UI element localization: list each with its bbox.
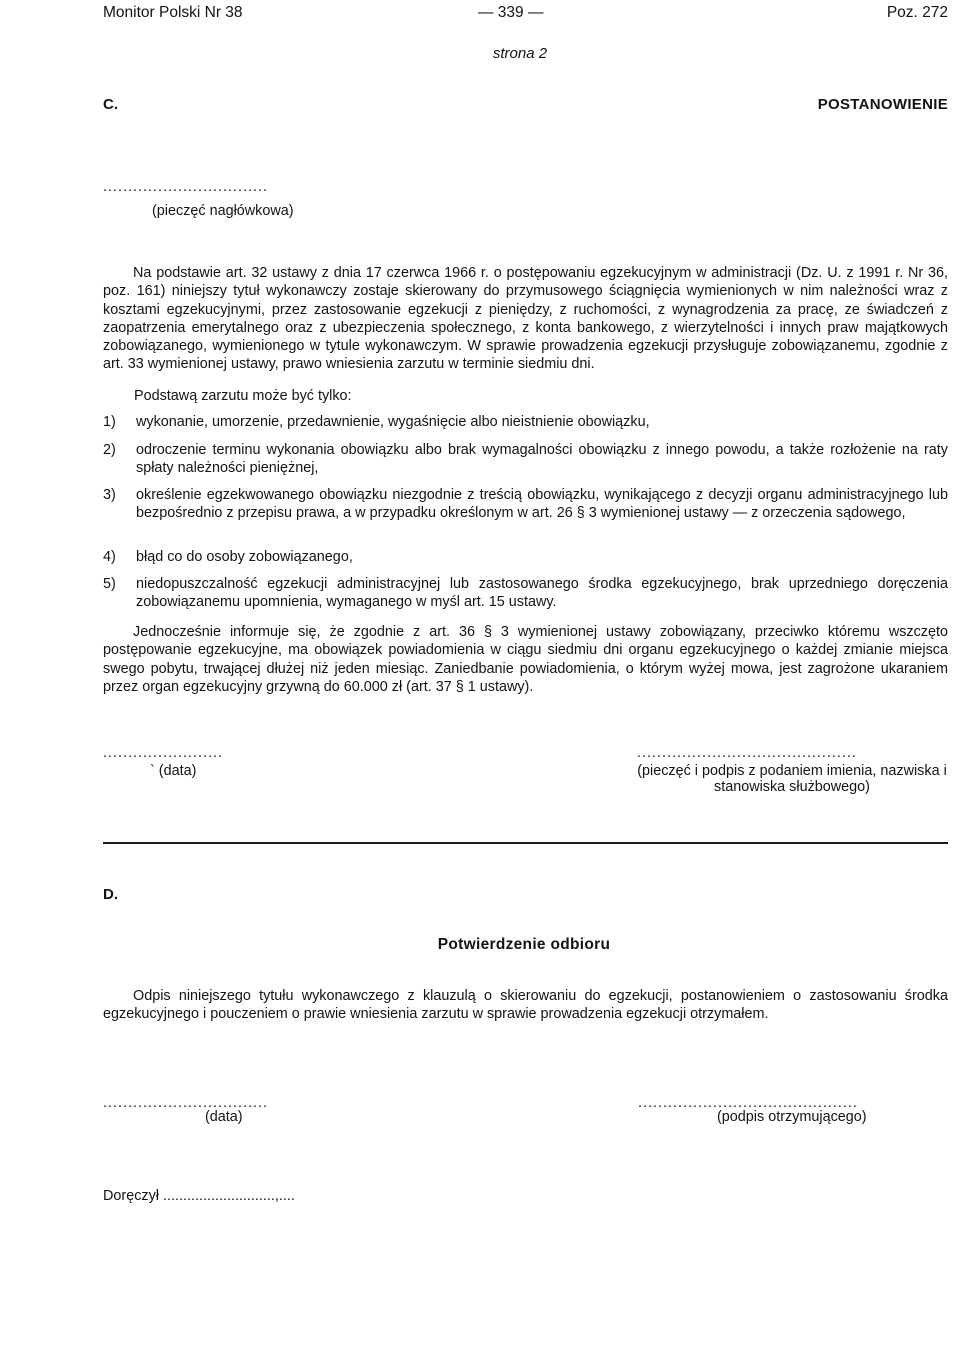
grounds-list-item <box>103 575 948 612</box>
list-text: błąd co do osoby zobowiązanego, <box>136 549 353 565</box>
notice-paragraph: Jednocześnie informuje się, że zgodnie z art. 36 § 3 wymienionej ustawy zobowiązany, przeciwko któremu wszczęto postępowanie egzekucyjne, ma obowiązek powiadomienia w ciągu siedmiu dni organu egzekucyjnego o każdej zmianie miejsca swego pobytu, trwającej dłużej niż jeden miesiąc. Zaniedbanie powiadomienia, o którym wyżej mowa, jest zagrożone ukaraniem przez organ egzekucyjny grzywną do 60.000 zł (art. 37 § 1 ustawy). <box>103 624 948 695</box>
receipt-date-dotted-line: ................................. <box>103 1095 268 1111</box>
section-d-letter: D. <box>103 886 118 903</box>
grounds-list-item <box>103 486 948 523</box>
signature-label: (pieczęć i podpis z podaniem imienia, nazwiska i stanowiska służbowego) <box>637 763 947 795</box>
date-label: ` (data) <box>150 763 197 779</box>
receipt-paragraph: Odpis niniejszego tytułu wykonawczego z klauzulą o skierowaniu do egzekucji, postanowieniem o zastosowaniu środka egzekucyjnego i pouczeniem o prawie wniesienia zarzutu w sprawie prowadzenia egzekucji otrzymałem. <box>103 988 948 1023</box>
delivered-by-line: Doręczył ............................,.... <box>103 1188 295 1204</box>
date-dotted-line: ........................ <box>103 745 223 761</box>
list-text: odroczenie terminu wykonania obowiązku albo brak wymagalności obowiązku z innego powodu, a także rozłożenie na raty spłaty należności pieniężnej, <box>136 442 948 477</box>
list-text: określenie egzekwowanego obowiązku niezgodnie z treścią obowiązku, wynikającego z decyzji organu administracyjnego lub bezpośrednio z przepisu prawa, a w przypadku określonym w art. 26 § 3 wymienionej ustawy — z orzeczenia sądowego, <box>136 487 948 522</box>
list-text: niedopuszczalność egzekucji administracyjnej lub zastosowanego środka egzekucyjnego, brak uprzedniego doręczenia zobowiązanemu upomnienia, wymaganego w myśl art. 15 ustawy. <box>136 576 948 611</box>
grounds-list-item <box>103 441 948 478</box>
grounds-list-item <box>103 548 948 566</box>
list-number: 3) <box>103 487 116 503</box>
list-number: 1) <box>103 414 116 430</box>
section-c-letter: C. <box>103 96 118 113</box>
section-d-title: Potwierdzenie odbioru <box>437 936 611 953</box>
header-page-number: — 339 — <box>478 4 544 21</box>
section-c-title: POSTANOWIENIE <box>817 96 948 113</box>
section-divider <box>103 842 948 844</box>
list-number: 4) <box>103 549 116 565</box>
stamp-label: (pieczęć nagłówkowa) <box>152 203 294 219</box>
page-subtitle: strona 2 <box>492 45 548 62</box>
list-number: 5) <box>103 576 116 592</box>
grounds-list-item <box>103 413 948 431</box>
signature-dotted-line: ............................................ <box>637 745 857 761</box>
recipient-signature-label: (podpis otrzymującego) <box>717 1109 867 1125</box>
legal-basis-paragraph: Na podstawie art. 32 ustawy z dnia 17 czerwca 1966 r. o postępowaniu egzekucyjnym w administracji (Dz. U. z 1991 r. Nr 36, poz. 161) niniejszy tytuł wykonawczy zostaje skierowany do przymusowego ściągnięcia wymienionych w nim należności wraz z kosztami egzekucyjnymi, przez zastosowanie egzekucji z pieniędzy, z ruchomości, z wynagrodzenia za pracę, ze świadczeń z zaopatrzenia emerytalnego oraz z ubezpieczenia społecznego, z konta bankowego, z wierzytelności i innych praw majątkowych zobowiązanego, wymienionego w tytule wykonawczym. W sprawie prowadzenia egzekucji przysługuje zobowiązanemu, zgodnie z art. 33 wymienionej ustawy, prawo wniesienia zarzutu w terminie siedmiu dni. <box>103 265 948 373</box>
stamp-dotted-line: ................................. <box>103 179 268 195</box>
grounds-intro: Podstawą zarzutu może być tylko: <box>134 388 352 404</box>
list-number: 2) <box>103 442 116 458</box>
receipt-date-label: (data) <box>205 1109 243 1125</box>
recipient-signature-dotted-line: ............................................ <box>638 1095 858 1111</box>
list-text: wykonanie, umorzenie, przedawnienie, wygaśnięcie albo nieistnienie obowiązku, <box>136 414 650 430</box>
header-position: Poz. 272 <box>886 4 948 21</box>
header-publication: Monitor Polski Nr 38 <box>103 4 243 21</box>
